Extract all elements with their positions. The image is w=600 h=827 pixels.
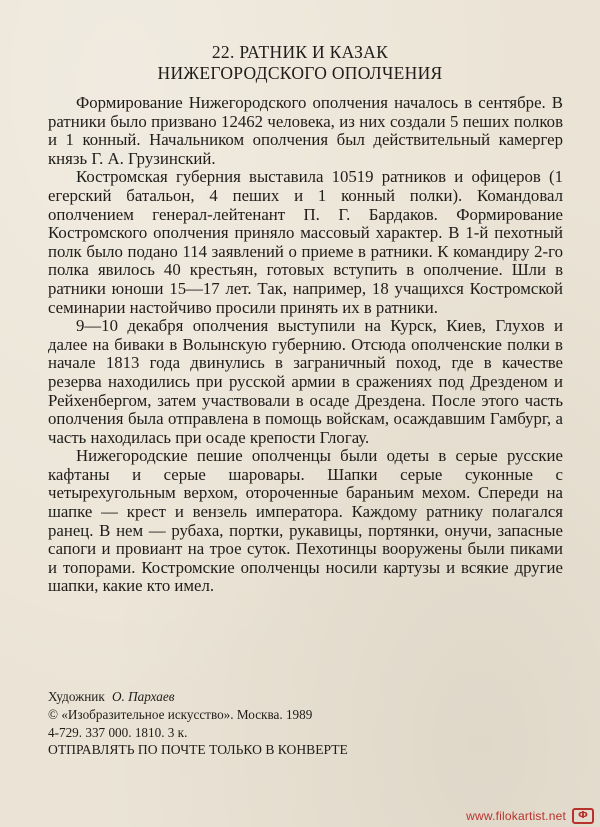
print-info: 4-729. 337 000. 1810. 3 к. — [48, 725, 188, 740]
paragraph-kostroma-militia: Костромская губерния выставила 10519 ратников и офицеров (1 егерский батальон, 4 пеших и 1 конный полки). Командовал ополчением генерал-лейтенант П. Г. Бардаков. Формирование Костромского ополчения приняло массовый характер. В 1-й пехотный полк было подано 114 заявлений о приеме в ратники. К командиру 2-го полка явилось 40 крестьян, готовых вступить в ополчение. Шли в ратники юноши 15—17 лет. Так, например, 18 учащихся Костромской семинарии настойчиво просили принять их в ратники. — [48, 167, 563, 317]
artist-name: О. Пархаев — [112, 689, 175, 704]
paragraph-nizhny-novgorod-formation: Формирование Нижегородского ополчения началось в сентябре. В ратники было призвано 12462 человека, из них создали 5 пеших полков и 1 конный. Начальником ополчения был действительный камергер князь Г. А. Грузинский. — [48, 93, 563, 168]
description-text — [48, 94, 563, 596]
watermark-logo-icon: Ф — [572, 808, 594, 824]
publisher-line: © «Изобразительное искусство». Москва. 1989 — [48, 707, 313, 722]
card-title-line-1: 22. РАТНИК И КАЗАК — [211, 42, 389, 62]
artist-credit — [48, 689, 174, 705]
paragraph-campaign: 9—10 декабря ополчения выступили на Курск, Киев, Глухов и далее на биваки в Волынскую губернию. Отсюда ополченские полки в начале 1813 года двинулись в заграничный поход, где в качестве резерва находились при русской армии в сражениях под Дрезденом и Рейхенбергом, затем участвовали в осаде Дрездена. После этого часть ополчения была отправлена в помощь войскам, осаждавшим Гамбург, а часть находилась при осаде крепости Глогау. — [48, 316, 563, 447]
mail-instruction: ОТПРАВЛЯТЬ ПО ПОЧТЕ ТОЛЬКО В КОНВЕРТЕ — [48, 742, 348, 757]
paragraph-uniforms: Нижегородские пешие ополченцы были одеты в серые русские кафтаны и серые шаровары. Шапки серые суконные с четырехугольным верхом, отороченные бараньим мехом. Спереди на шапке — крест и вензель императора. Каждому ратнику полагался ранец. В нем — рубаха, портки, рукавицы, портянки, онучи, запасные сапоги и провиант на трое суток. Пехотинцы вооружены были пиками и топорами. Костромские ополченцы носили картузы и всякие другие шапки, какие кто имел. — [48, 446, 563, 596]
watermark-url: www.filokartist.net — [466, 809, 566, 823]
card-title-line-2: НИЖЕГОРОДСКОГО ОПОЛЧЕНИЯ — [157, 63, 443, 83]
artist-label: Художник — [48, 689, 105, 704]
